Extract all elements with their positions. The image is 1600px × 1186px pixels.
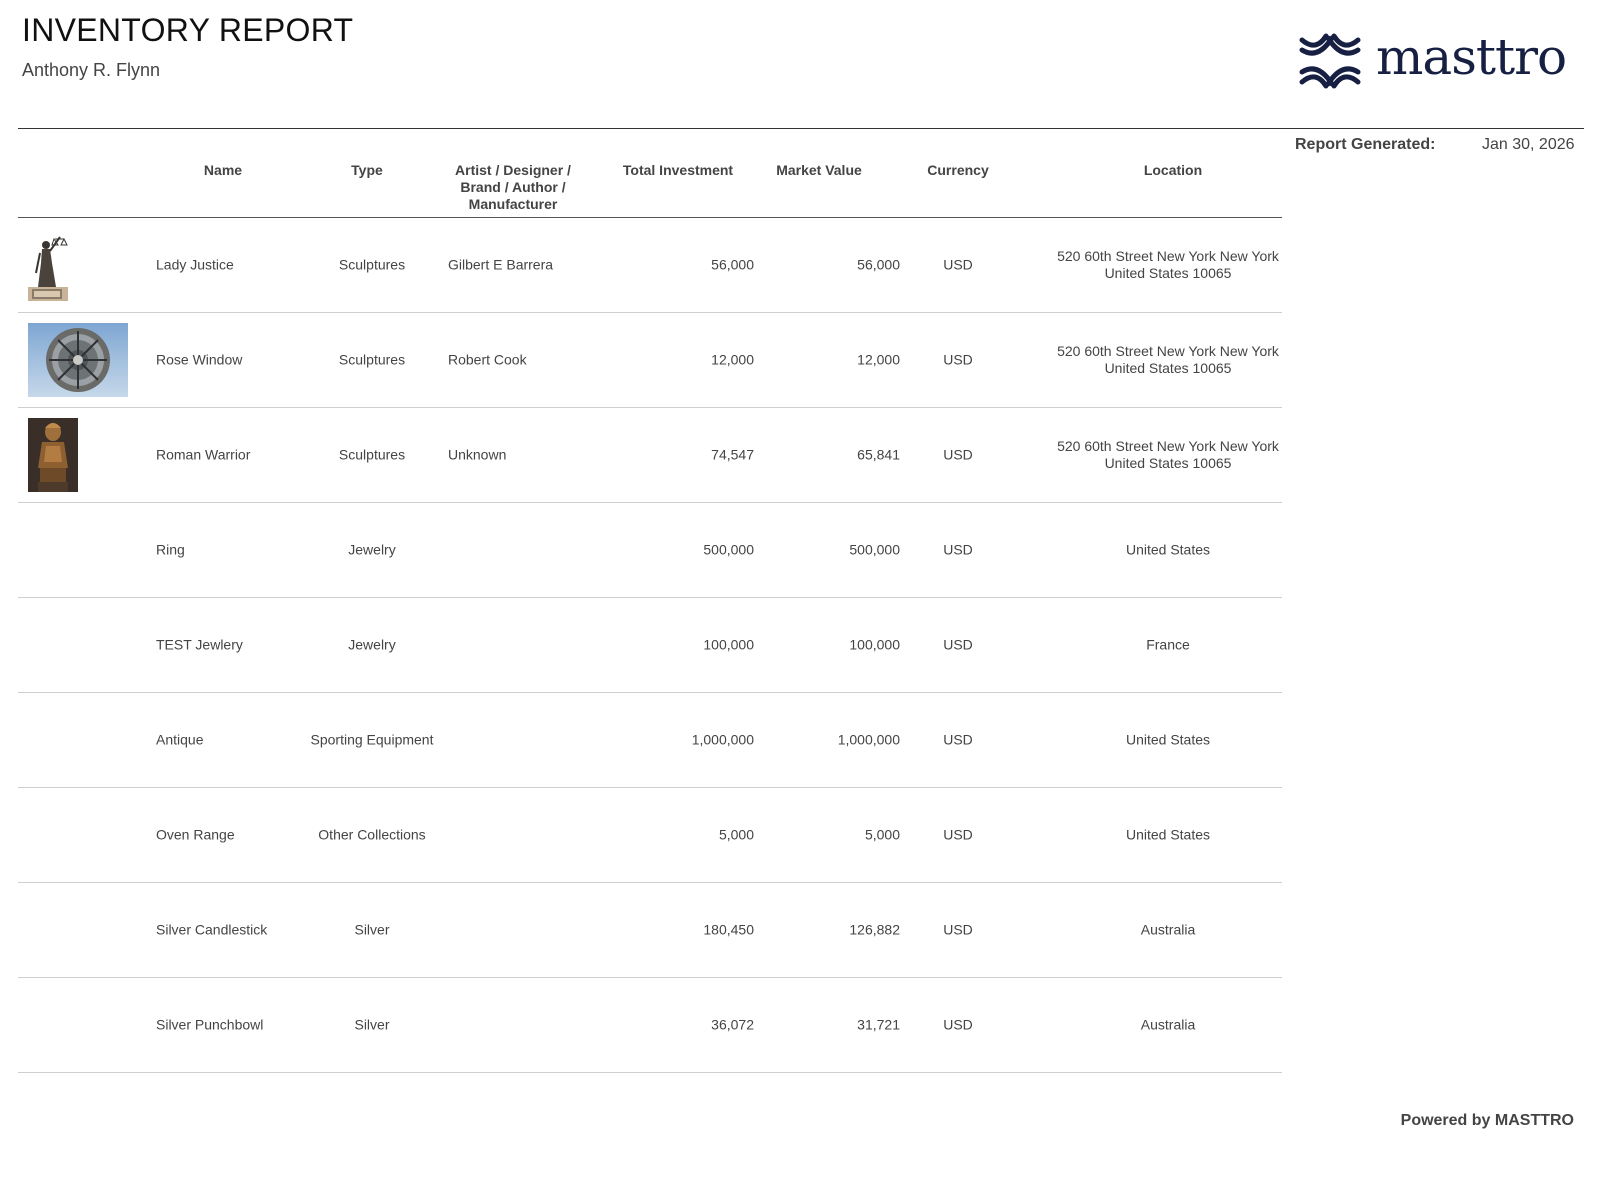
item-name: TEST Jewlery [156,636,243,653]
item-type: Sporting Equipment [310,731,434,748]
item-currency: USD [943,256,973,273]
item-name: Silver Candlestick [156,921,268,938]
lady-justice-thumbnail [28,229,68,301]
item-currency: USD [943,351,973,368]
item-total-investment: 74,547 [711,446,754,463]
item-location: Australia [1140,921,1196,938]
item-name: Rose Window [156,351,243,368]
item-type: Other Collections [318,826,426,843]
item-currency: USD [943,636,973,653]
item-location: 520 60th Street New York New York United States 10065 [1057,248,1279,281]
masttro-logo-text: masttro [1376,28,1567,86]
item-name: Lady Justice [156,256,234,273]
item-location: 520 60th Street New York New York United States 10065 [1057,343,1279,376]
item-location: United States [1125,826,1211,843]
table-row [18,503,1282,598]
table-row [18,788,1282,883]
item-name: Antique [156,731,204,748]
item-currency: USD [943,731,973,748]
header-divider [18,128,1584,129]
item-location: Australia [1140,1016,1196,1033]
item-currency: USD [943,921,973,938]
table-row [18,313,1282,408]
table-row [18,598,1282,693]
item-location: United States [1125,731,1211,748]
item-artist: Unknown [448,446,507,463]
table-header [18,150,1282,218]
column-header-total-investment: Total Investment [622,162,734,178]
item-name: Roman Warrior [156,446,251,463]
table-row [18,218,1282,313]
item-total-investment: 12,000 [711,351,754,368]
item-location: France [1146,636,1190,653]
item-market-value: 100,000 [849,636,900,653]
report-owner: Anthony R. Flynn [22,60,161,80]
column-header-currency: Currency [927,162,989,178]
item-location: 520 60th Street New York New York United States 10065 [1057,438,1279,471]
item-total-investment: 180,450 [703,921,754,938]
item-currency: USD [943,1016,973,1033]
masttro-logo-icon [1298,30,1362,92]
powered-by-footer: Powered by MASTTRO [1400,1112,1574,1129]
item-market-value: 126,882 [849,921,900,938]
item-name: Ring [156,541,185,558]
report-generated-label: Report Generated: [1295,136,1436,153]
table-row [18,693,1282,788]
item-market-value: 65,841 [857,446,900,463]
column-header-type: Type [351,162,383,178]
item-type: Sculptures [338,446,406,463]
item-type: Sculptures [338,256,406,273]
item-total-investment: 36,072 [711,1016,754,1033]
table-row [18,978,1282,1073]
item-total-investment: 500,000 [703,541,754,558]
item-currency: USD [943,541,973,558]
rose-window-thumbnail [28,323,128,397]
roman-warrior-thumbnail [28,418,78,492]
item-type: Silver [354,1016,390,1033]
item-type: Jewelry [348,541,396,558]
column-header-location: Location [1143,162,1203,178]
item-total-investment: 56,000 [711,256,754,273]
item-currency: USD [943,826,973,843]
item-currency: USD [943,446,973,463]
report-generated-date: Jan 30, 2026 [1482,136,1575,153]
item-total-investment: 5,000 [718,826,754,843]
item-artist: Gilbert E Barrera [448,256,554,273]
item-market-value: 31,721 [857,1016,900,1033]
table-row [18,883,1282,978]
inventory-table [18,150,1282,1073]
item-name: Oven Range [156,826,235,843]
item-type: Sculptures [338,351,406,368]
report-title: INVENTORY REPORT [22,12,354,48]
item-type: Silver [354,921,390,938]
item-artist: Robert Cook [448,351,527,368]
item-name: Silver Punchbowl [156,1016,264,1033]
item-market-value: 500,000 [849,541,900,558]
item-market-value: 5,000 [864,826,900,843]
item-market-value: 1,000,000 [837,731,900,748]
item-market-value: 56,000 [857,256,900,273]
item-total-investment: 100,000 [703,636,754,653]
item-type: Jewelry [348,636,396,653]
column-header-artist: Artist / Designer / Brand / Author / Manufacturer [455,162,571,212]
column-header-market-value: Market Value [776,162,862,178]
item-location: United States [1125,541,1211,558]
column-header-name: Name [203,162,243,178]
table-row [18,408,1282,503]
item-market-value: 12,000 [857,351,900,368]
masttro-logo [1298,30,1578,94]
item-total-investment: 1,000,000 [691,731,754,748]
